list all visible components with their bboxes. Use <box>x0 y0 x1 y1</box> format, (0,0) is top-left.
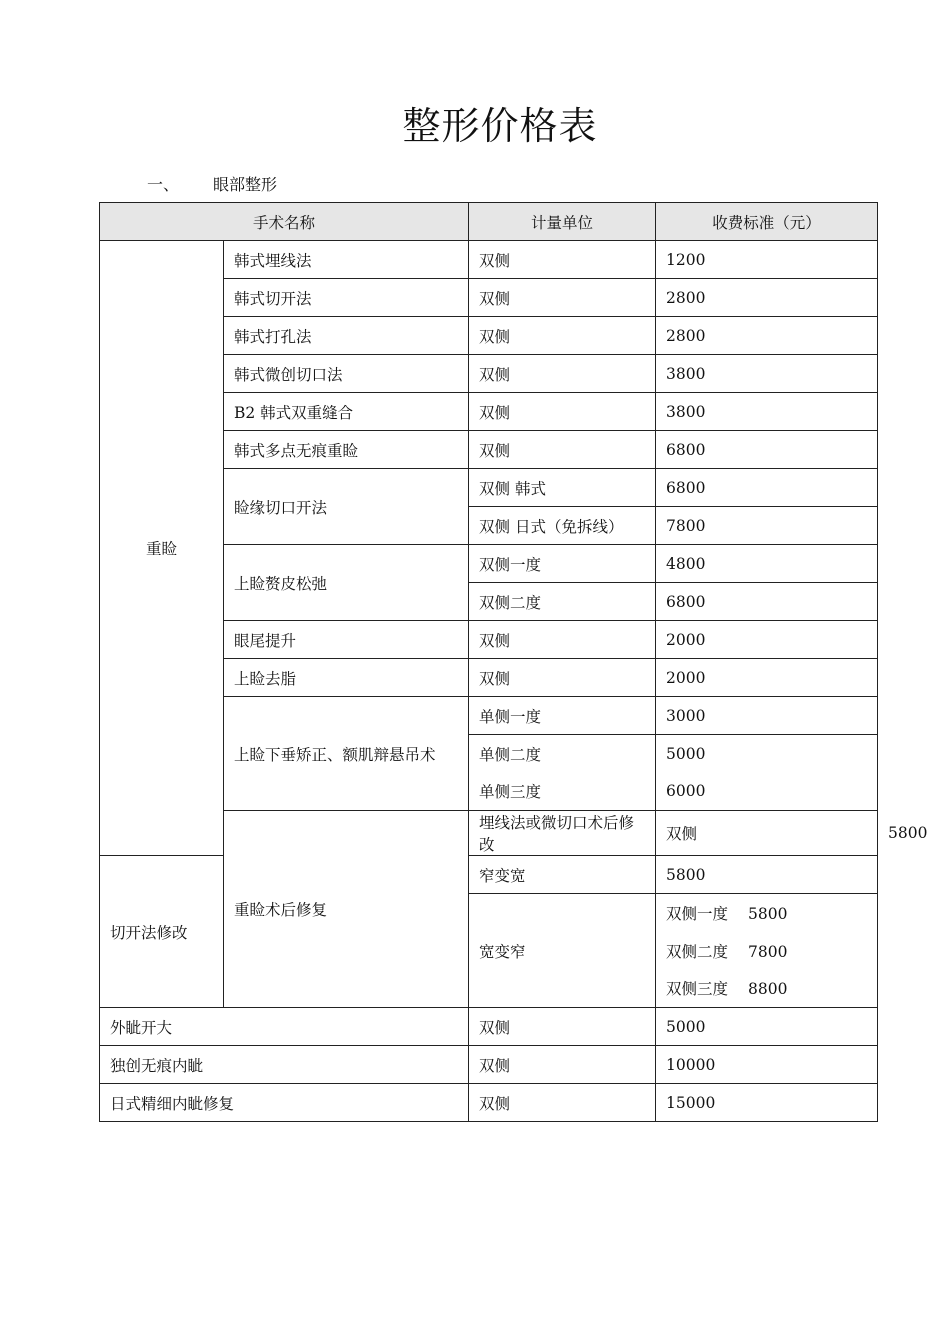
unit-cell: 双侧 日式（免拆线） <box>469 507 656 545</box>
procedure-cell: B2 韩式双重缝合 <box>224 393 469 431</box>
price-label: 双侧三度 <box>666 980 729 999</box>
procedure-cell: 上睑去脂 <box>224 659 469 697</box>
price-value: 8800 <box>748 980 788 999</box>
unit-cell: 双侧 <box>656 811 878 856</box>
unit-cell: 双侧 <box>469 431 656 469</box>
procedure-cell: 眼尾提升 <box>224 621 469 659</box>
procedure-cell: 独创无痕内眦 <box>100 1046 469 1084</box>
procedure-cell: 埋线法或微切口术后修改 <box>469 811 656 856</box>
price-cell: 3800 <box>656 355 878 393</box>
price-cell: 6800 <box>656 583 878 621</box>
procedure-cell: 韩式多点无痕重睑 <box>224 431 469 469</box>
price-label: 双侧二度 <box>666 942 729 961</box>
procedure-cell: 日式精细内眦修复 <box>100 1084 469 1122</box>
group-name-revision: 重睑术后修复 <box>224 811 469 1008</box>
header-unit: 计量单位 <box>469 203 656 241</box>
unit-cell: 双侧 韩式 <box>469 469 656 507</box>
table-row <box>100 1084 878 1122</box>
table-row <box>100 1046 878 1084</box>
price-cell: 7800 <box>656 507 878 545</box>
unit-cell: 双侧 <box>469 621 656 659</box>
price-cell: 15000 <box>656 1084 878 1122</box>
section-name: 眼部整形 <box>213 175 278 194</box>
procedure-cell: 韩式微创切口法 <box>224 355 469 393</box>
unit-cell: 宽变窄 <box>469 894 656 1008</box>
procedure-cell: 韩式打孔法 <box>224 317 469 355</box>
header-procedure: 手术名称 <box>100 203 469 241</box>
table-row <box>100 856 878 894</box>
price-cell: 6000 <box>656 773 878 811</box>
procedure-cell: 上睑赘皮松弛 <box>224 545 469 621</box>
price-cell <box>656 932 878 970</box>
price-cell: 6800 <box>656 469 878 507</box>
price-cell: 2800 <box>656 279 878 317</box>
unit-cell: 单侧一度 <box>469 697 656 735</box>
price-cell: 2000 <box>656 621 878 659</box>
unit-cell: 窄变宽 <box>469 856 656 894</box>
procedure-cell: 睑缘切口开法 <box>224 469 469 545</box>
unit-cell: 双侧 <box>469 241 656 279</box>
unit-cell: 双侧 <box>469 1046 656 1084</box>
page-title: 整形价格表 <box>402 104 598 148</box>
unit-cell: 双侧 <box>469 659 656 697</box>
unit-cell: 双侧 <box>469 317 656 355</box>
price-cell: 1200 <box>656 241 878 279</box>
procedure-cell: 韩式切开法 <box>224 279 469 317</box>
unit-cell: 单侧三度 <box>469 773 656 811</box>
price-cell: 6800 <box>656 431 878 469</box>
price-cell <box>656 894 878 932</box>
unit-cell: 双侧 <box>469 393 656 431</box>
price-cell: 10000 <box>656 1046 878 1084</box>
table-header-row <box>100 203 878 241</box>
price-cell: 3800 <box>656 393 878 431</box>
price-table <box>99 202 928 1122</box>
procedure-cell: 外眦开大 <box>100 1008 469 1046</box>
price-value: 5800 <box>748 904 788 923</box>
table-row <box>100 1008 878 1046</box>
price-cell: 5000 <box>656 735 878 773</box>
unit-cell: 双侧 <box>469 1008 656 1046</box>
procedure-cell: 韩式埋线法 <box>224 241 469 279</box>
price-cell: 2000 <box>656 659 878 697</box>
procedure-cell: 上睑下垂矫正、额肌辩悬吊术 <box>224 697 469 811</box>
section-heading <box>147 172 277 195</box>
price-label: 双侧一度 <box>666 904 729 923</box>
unit-cell: 单侧二度 <box>469 735 656 773</box>
procedure-cell: 切开法修改 <box>100 856 224 1008</box>
unit-cell: 双侧一度 <box>469 545 656 583</box>
unit-cell: 双侧 <box>469 1084 656 1122</box>
group-name-double-eyelid: 重睑 <box>100 241 224 856</box>
unit-cell: 双侧二度 <box>469 583 656 621</box>
price-cell: 5000 <box>656 1008 878 1046</box>
price-cell: 5800 <box>656 856 878 894</box>
header-price: 收费标准（元） <box>656 203 878 241</box>
price-cell: 4800 <box>656 545 878 583</box>
unit-cell: 双侧 <box>469 279 656 317</box>
price-cell: 3000 <box>656 697 878 735</box>
price-cell: 2800 <box>656 317 878 355</box>
unit-cell: 双侧 <box>469 355 656 393</box>
section-number: 一、 <box>147 175 180 194</box>
price-value: 7800 <box>748 942 788 961</box>
table-row <box>100 241 878 279</box>
price-cell <box>656 970 878 1008</box>
table-row: 重睑术后修复 埋线法或微切口术后修改 双侧 5800 <box>100 811 878 856</box>
